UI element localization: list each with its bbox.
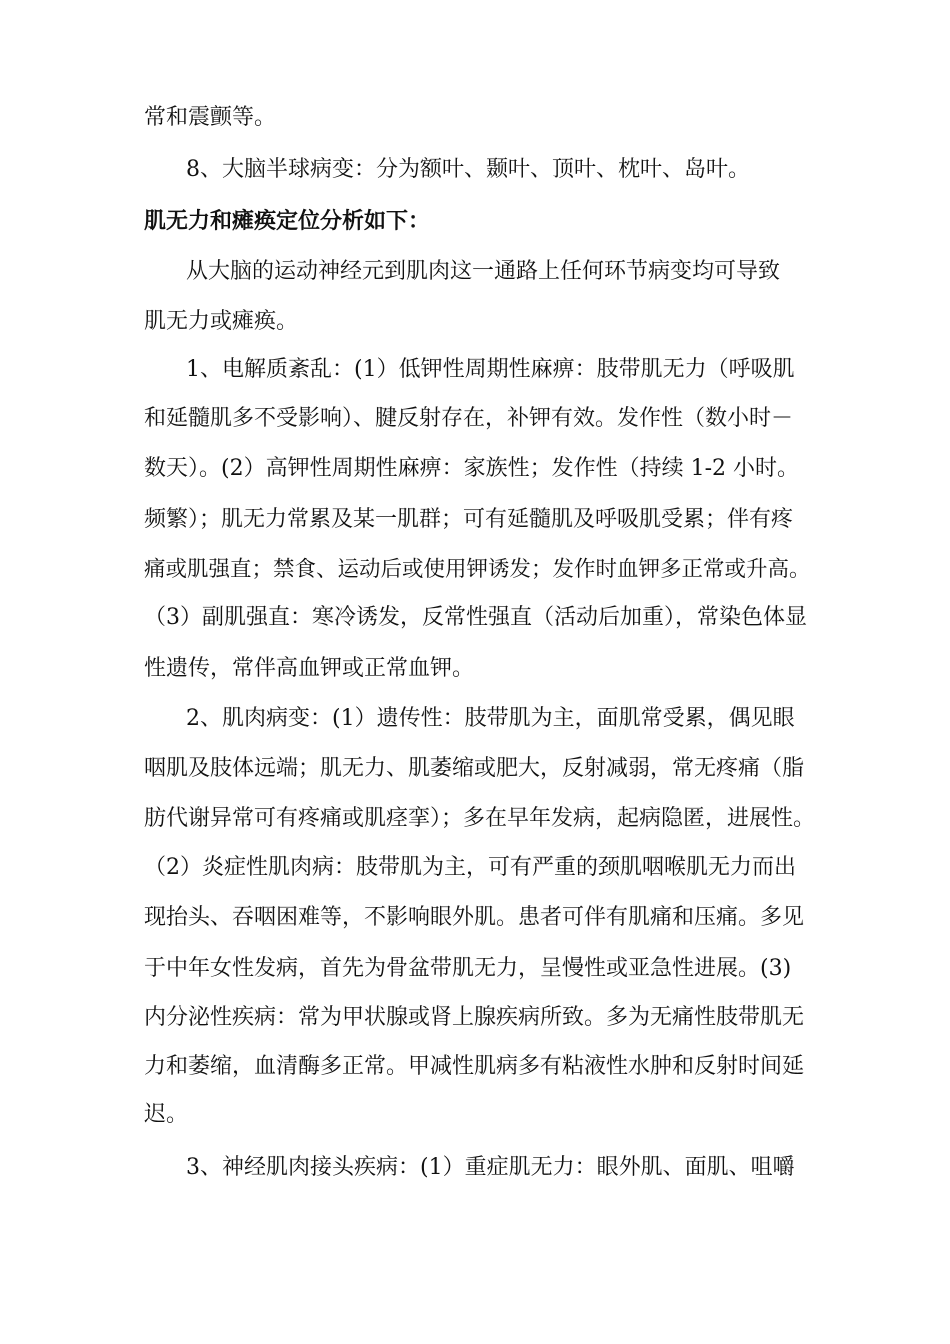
text-line: 常和震颤等。 xyxy=(144,105,277,130)
text-line: 迟。 xyxy=(144,1102,189,1127)
text-line: 和延髓肌多不受影响）、腱反射存在，补钾有效。发作性（数小时－ xyxy=(144,406,794,431)
text-line: 痛或肌强直；禁食、运动后或使用钾诱发；发作时血钾多正常或升高。 xyxy=(144,557,811,582)
text-line: 内分泌性疾病：常为甲状腺或肾上腺疾病所致。多为无痛性肢带肌无 xyxy=(144,1005,805,1030)
text-line: 于中年女性发病，首先为骨盆带肌无力，呈慢性或亚急性进展。(3) xyxy=(144,956,792,981)
text-line: 咽肌及肢体远端；肌无力、肌萎缩或肥大，反射减弱，常无疼痛（脂 xyxy=(144,756,805,781)
text-line: 数天）。(2）高钾性周期性麻痹：家族性；发作性（持续 1-2 小时。 xyxy=(144,456,799,481)
text-line: 力和萎缩，血清酶多正常。甲减性肌病多有粘液性水肿和反射时间延 xyxy=(144,1054,805,1079)
section-heading: 肌无力和瘫痪定位分析如下： xyxy=(144,208,431,234)
text-line: 8、大脑半球病变：分为额叶、颞叶、顶叶、枕叶、岛叶。 xyxy=(186,157,750,182)
text-line: 肪代谢异常可有疼痛或肌痉挛）；多在早年发病，起病隐匿，进展性。 xyxy=(144,806,816,831)
text-line: 3、神经肌肉接头疾病：(1）重症肌无力：眼外肌、面肌、咀嚼 xyxy=(186,1155,795,1180)
text-line: 肌无力或瘫痪。 xyxy=(144,309,299,334)
text-line: 从大脑的运动神经元到肌肉这一通路上任何环节病变均可导致 xyxy=(186,259,781,284)
text-line: 性遗传，常伴高血钾或正常血钾。 xyxy=(144,656,475,681)
text-line: （2）炎症性肌肉病：肢带肌为主，可有严重的颈肌咽喉肌无力而出 xyxy=(144,855,796,880)
text-line: 频繁）；肌无力常累及某一肌群；可有延髓肌及呼吸肌受累；伴有疼 xyxy=(144,507,794,532)
text-line: 现抬头、吞咽困难等，不影响眼外肌。患者可伴有肌痛和压痛。多见 xyxy=(144,905,805,930)
text-line: 2、肌肉病变：(1）遗传性：肢带肌为主，面肌常受累，偶见眼 xyxy=(186,706,795,731)
text-line: 1、电解质紊乱：(1）低钾性周期性麻痹：肢带肌无力（呼吸肌 xyxy=(186,357,795,382)
text-line: （3）副肌强直：寒冷诱发，反常性强直（活动后加重），常染色体显 xyxy=(144,605,807,630)
